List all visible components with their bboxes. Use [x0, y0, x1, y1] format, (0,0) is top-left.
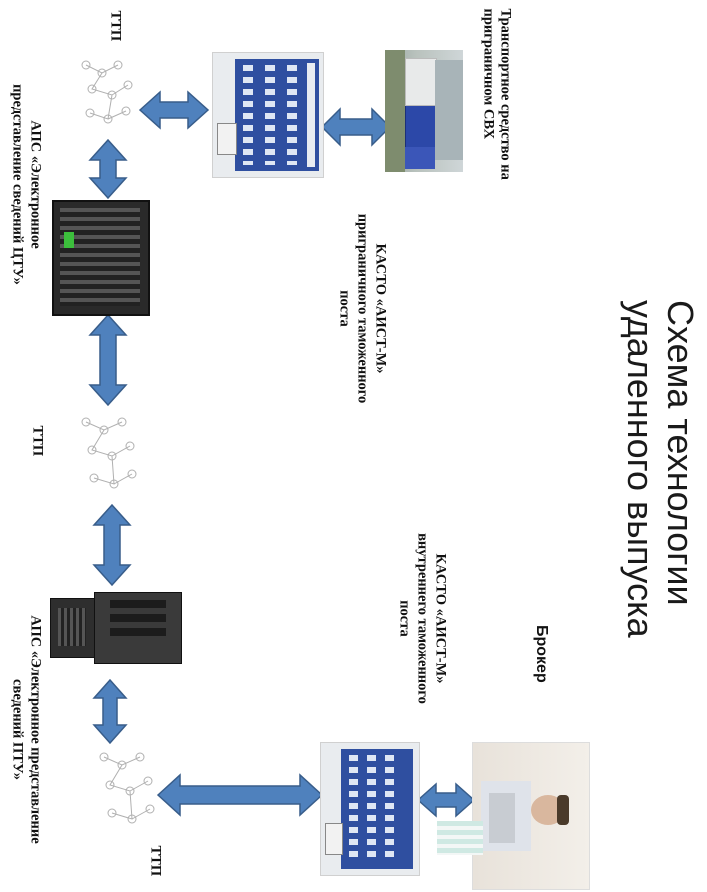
- broker-photo: [472, 742, 590, 890]
- arrow-vehicle-border: [322, 109, 390, 145]
- kasto-inland-label-line1: КАСТО «АИСТ-М»: [432, 553, 449, 684]
- kasto-inland-label-line2: внутреннего таможенного: [414, 533, 431, 704]
- arrow-ttp-inland: [158, 775, 322, 815]
- broker-label: Брокер: [533, 625, 550, 683]
- arrow-inland-broker: [418, 784, 474, 816]
- kasto-border-label-line3: поста: [336, 290, 353, 327]
- arrow-ttp-mid-tower: [94, 505, 130, 585]
- ttp-top-label: ТТП: [107, 10, 124, 42]
- vehicle-label-line1: Транспортное средство на: [497, 8, 514, 180]
- aps-top-label-line1: АПС «Электронное: [27, 120, 44, 249]
- ttp-middle-label: ТТП: [29, 425, 46, 457]
- network-cloud-icon: [74, 410, 144, 500]
- vehicle-label-line2: приграничном СВХ: [480, 8, 497, 140]
- arrow-ttp-blade: [90, 140, 126, 198]
- vehicle-photo: [385, 50, 463, 172]
- tower-server-image: [50, 592, 180, 662]
- aps-bottom-label-line1: АПС «Электронное представление: [27, 615, 44, 844]
- aps-top-label-line2: представление сведений ЦТУ»: [9, 84, 26, 285]
- kasto-inland-label-line3: поста: [396, 600, 413, 637]
- page-title-line2: удаленного выпуска: [620, 300, 661, 638]
- blade-server-image: [52, 200, 150, 316]
- ttp-bottom-label: ТТП: [147, 845, 164, 877]
- arrow-tower-ttp-bottom: [94, 680, 126, 743]
- arrow-ttp-border: [140, 92, 208, 128]
- kasto-border-label-line2: приграничного таможенного: [354, 213, 371, 404]
- border-post-building-photo: [212, 52, 324, 178]
- aps-bottom-label-line2: сведений ПТУ»: [9, 679, 26, 780]
- network-cloud-icon: [72, 55, 142, 135]
- page-title-line1: Схема технологии: [660, 300, 701, 606]
- network-cloud-icon: [92, 745, 162, 835]
- kasto-border-label-line1: КАСТО «АИСТ-М»: [372, 243, 389, 374]
- inland-post-building-photo: [320, 742, 420, 876]
- arrow-blade-ttp-mid: [90, 315, 126, 405]
